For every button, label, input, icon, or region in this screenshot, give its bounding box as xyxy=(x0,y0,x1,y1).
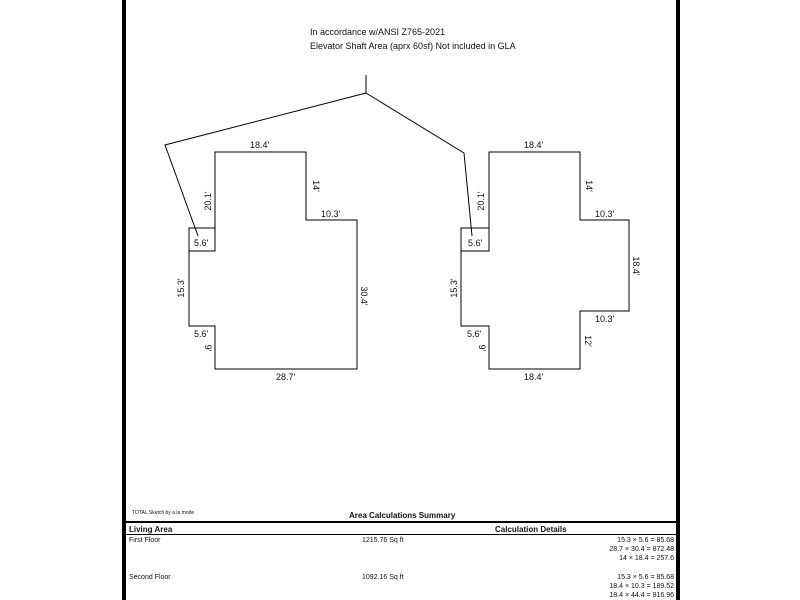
first-floor-area: 1215.76 Sq ft xyxy=(362,537,404,544)
calc-details-header: Calculation Details xyxy=(495,525,567,534)
sf-dim-left-lower: 9' xyxy=(477,344,487,352)
callout-lines xyxy=(165,75,472,236)
ff-dim-notch: 14' xyxy=(311,180,321,192)
sf-dim-left-mid: 15.3' xyxy=(449,278,459,298)
ff-dim-left-mid: 15.3' xyxy=(176,278,186,298)
sf-dim-shaft-top: 5.6' xyxy=(468,238,483,248)
sf-dim-right: 18.4' xyxy=(631,256,641,276)
sf-dim-step-top: 10.3' xyxy=(595,209,615,219)
first-floor-calc-3: 14 × 18.4 = 257.6 xyxy=(619,555,674,562)
ff-dim-right: 30.4' xyxy=(359,286,369,306)
first-floor-label: First Floor xyxy=(129,537,161,544)
sf-dim-bottom: 18.4' xyxy=(524,372,544,382)
living-area-header: Living Area xyxy=(129,525,173,534)
sf-dim-notch: 14' xyxy=(584,180,594,192)
second-floor-calc-1: 15.3 × 5.6 = 85.68 xyxy=(617,574,674,581)
sketch-credit: TOTAL Sketch by a la mode xyxy=(132,510,195,516)
ff-dim-left-upper: 20.1' xyxy=(203,191,213,211)
first-floor-plan xyxy=(189,152,357,369)
first-floor-calc-2: 28.7 × 30.4 = 872.48 xyxy=(609,546,674,553)
second-floor-dimensions xyxy=(449,140,641,382)
sf-dim-shaft-bottom: 5.6' xyxy=(467,329,482,339)
first-floor-dimensions xyxy=(176,140,369,382)
elevator-note: Elevator Shaft Area (aprx 60sf) Not included in GLA xyxy=(310,41,516,51)
ansi-note: In accordance w/ANSI Z765-2021 xyxy=(310,27,446,37)
second-floor-label: Second Floor xyxy=(129,574,171,581)
sf-dim-step-bottom: 10.3' xyxy=(595,314,615,324)
ff-dim-bottom: 28.7' xyxy=(276,372,296,382)
summary-rule-header xyxy=(126,534,676,535)
second-floor-calc-2: 18.4 × 10.3 = 189.52 xyxy=(609,583,674,590)
second-floor-plan xyxy=(461,152,629,369)
ff-dim-top: 18.4' xyxy=(250,140,270,150)
second-floor-outline xyxy=(461,152,629,369)
sf-dim-notch-lower: 12' xyxy=(583,335,593,347)
ff-dim-shaft-bottom: 5.6' xyxy=(194,329,209,339)
first-floor-outline xyxy=(189,152,357,369)
summary-rule-top xyxy=(126,521,676,523)
ff-dim-shaft-top: 5.6' xyxy=(194,238,209,248)
ff-dim-step: 10.3' xyxy=(321,209,341,219)
callout-right xyxy=(366,93,472,236)
first-floor-calc-1: 15.3 × 5.6 = 85.68 xyxy=(617,537,674,544)
second-floor-calc-3: 18.4 × 44.4 = 816.96 xyxy=(609,592,674,599)
sf-dim-left-upper: 20.1' xyxy=(476,191,486,211)
second-floor-area: 1092.16 Sq ft xyxy=(362,574,404,581)
ff-dim-left-lower: 9' xyxy=(203,344,213,352)
sf-dim-top: 18.4' xyxy=(524,140,544,150)
summary-title: Area Calculations Summary xyxy=(349,511,456,520)
